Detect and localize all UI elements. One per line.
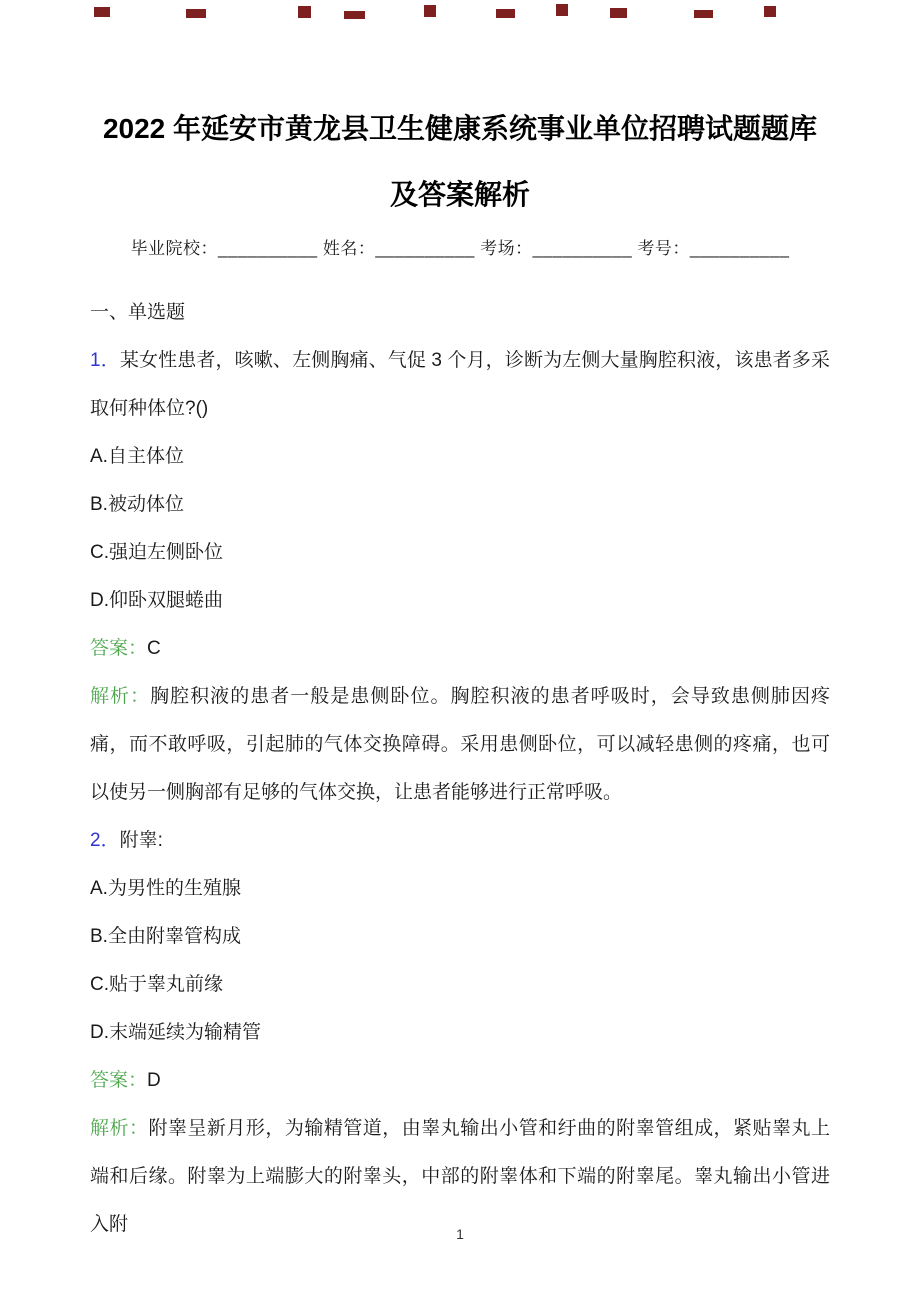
question-2-answer-value: D	[147, 1069, 161, 1091]
question-2-stem	[90, 817, 830, 865]
title-line-2: 及答案解析	[389, 178, 530, 210]
question-1-stem	[90, 337, 830, 433]
red-mark	[496, 9, 515, 18]
question-1-option-d: D.仰卧双腿蜷曲	[90, 589, 224, 611]
answer-label: 答案：	[90, 1069, 148, 1091]
question-1-option-c: C.强迫左侧卧位	[90, 541, 224, 563]
page-number: 1	[456, 1226, 464, 1242]
question-2-analysis-text: 附睾呈新月形，为输精管道，由睾丸输出小管和纡曲的附睾管组成，紧贴睾丸上端和后缘。附睾为上端膨大的附睾头，中部的附睾体和下端的附睾尾。睾丸输出小管进入附	[90, 1117, 830, 1235]
title-line-1: 2022 年延安市黄龙县卫生健康系统事业单位招聘试题题库	[102, 113, 818, 144]
red-mark	[764, 6, 776, 17]
red-mark	[344, 11, 365, 19]
question-1-analysis	[90, 673, 830, 817]
question-2-answer-line	[90, 1057, 830, 1105]
question-1-text: 某女性患者，咳嗽、左侧胸痛、气促 3 个月，诊断为左侧大量胸腔积液，该患者多采取何种体位?()	[90, 349, 830, 419]
red-mark	[94, 7, 110, 17]
analysis-label: 解析：	[90, 685, 151, 707]
red-mark	[694, 10, 713, 18]
red-mark	[298, 6, 311, 18]
question-2-option-a: A.为男性的生殖腺	[90, 877, 241, 899]
question-1-option-b: B.被动体位	[90, 493, 184, 515]
exam-info-line: 毕业院校：__________ 姓名：__________ 考场：__________ 考号：__________	[130, 238, 790, 258]
question-2-option-d: D.末端延续为输精管	[90, 1021, 262, 1043]
red-mark	[186, 9, 206, 18]
question-2-option-c: C.贴于睾丸前缘	[90, 973, 224, 995]
question-2-number: 2．	[90, 829, 120, 851]
analysis-label: 解析：	[90, 1117, 149, 1139]
answer-label: 答案：	[90, 637, 148, 659]
red-mark	[610, 8, 627, 18]
red-mark	[556, 4, 568, 16]
question-1-answer-value: C	[147, 637, 161, 659]
question-1-analysis-text: 胸腔积液的患者一般是患侧卧位。胸腔积液的患者呼吸时，会导致患侧肺因疼痛，而不敢呼吸，引起肺的气体交换障碍。采用患侧卧位，可以减轻患侧的疼痛，也可以使另一侧胸部有足够的气体交换，让患者能够进行正常呼吸。	[90, 685, 830, 803]
section-heading: 一、单选题	[90, 301, 186, 323]
red-mark	[424, 5, 436, 17]
question-1-answer-line	[90, 625, 830, 673]
question-2-text: 附睾:	[119, 829, 163, 851]
question-1-option-a: A.自主体位	[90, 445, 184, 467]
document-title	[55, 96, 865, 228]
question-2-option-b: B.全由附睾管构成	[90, 925, 241, 947]
document-body	[90, 289, 830, 1249]
question-1-number: 1．	[90, 349, 120, 371]
